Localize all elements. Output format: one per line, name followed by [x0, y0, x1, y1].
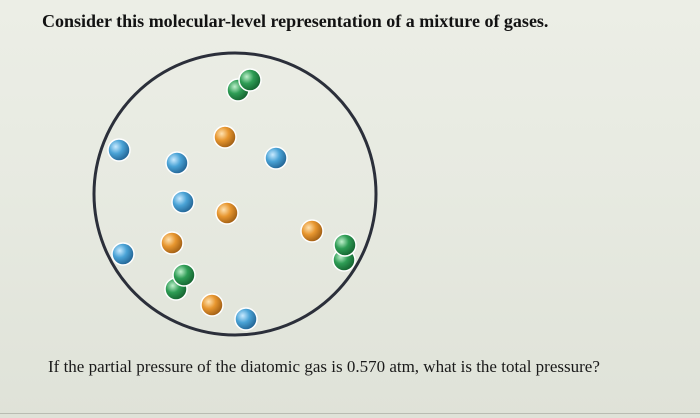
orange-sphere	[216, 202, 238, 224]
atom-orange	[216, 202, 238, 224]
prompt-text: Consider this molecular-level representation of a mixture of gases.	[42, 11, 549, 31]
orange-sphere	[214, 126, 236, 148]
atom-blue	[108, 139, 130, 161]
atom-orange	[214, 126, 236, 148]
orange-sphere	[301, 220, 323, 242]
diatomic-molecule-green	[165, 264, 195, 300]
atom-blue	[235, 308, 257, 330]
green-sphere	[173, 264, 195, 286]
orange-sphere	[161, 232, 183, 254]
diatomic-molecule-green	[333, 234, 356, 271]
atom-blue	[172, 191, 194, 213]
atom-blue	[166, 152, 188, 174]
molecular-diagram	[80, 50, 400, 350]
green-sphere	[334, 234, 356, 256]
orange-sphere	[201, 294, 223, 316]
divider	[0, 413, 700, 414]
atom-blue	[112, 243, 134, 265]
atom-blue	[265, 147, 287, 169]
molecules-group	[108, 69, 356, 330]
atom-orange	[301, 220, 323, 242]
atom-orange	[161, 232, 183, 254]
blue-sphere	[112, 243, 134, 265]
green-sphere	[239, 69, 261, 91]
blue-sphere	[265, 147, 287, 169]
question-text: If the partial pressure of the diatomic gas is 0.570 atm, what is the total pressure?	[48, 357, 600, 376]
blue-sphere	[108, 139, 130, 161]
blue-sphere	[166, 152, 188, 174]
blue-sphere	[172, 191, 194, 213]
atom-orange	[201, 294, 223, 316]
diatomic-molecule-green	[227, 69, 261, 101]
blue-sphere	[235, 308, 257, 330]
